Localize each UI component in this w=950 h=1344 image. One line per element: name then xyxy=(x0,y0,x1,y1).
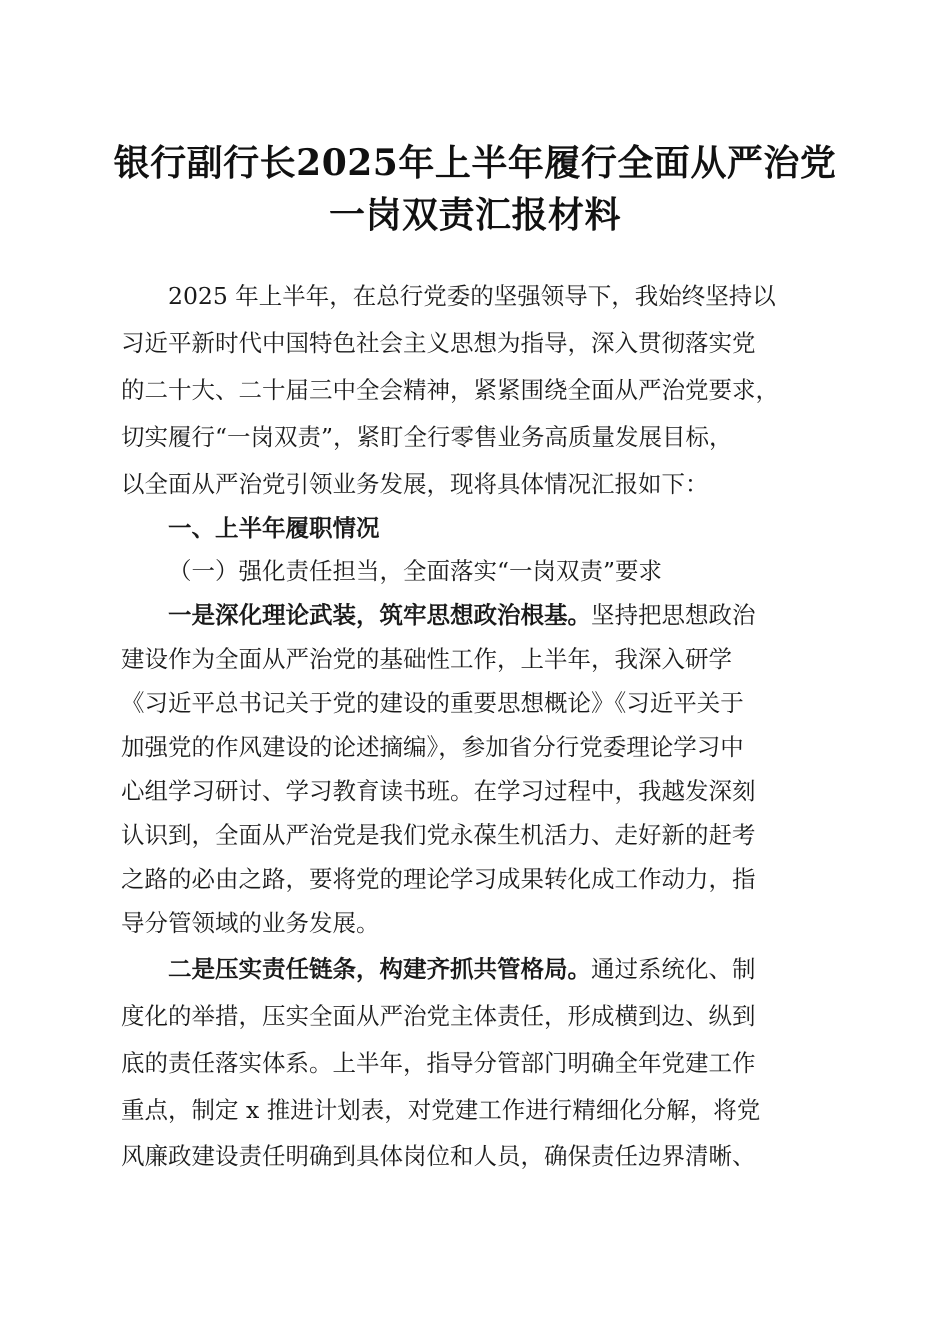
point-2-lead: 二是压实责任链条，构建齐抓共管格局。 xyxy=(168,955,591,983)
point-1-line: 建设作为全面从严治党的基础性工作，上半年，我深入研学 xyxy=(121,645,732,673)
point-1-first-rest: 坚持把思想政治 xyxy=(591,601,756,629)
point-1-line: 《习近平总书记关于党的建设的重要思想概论》《习近平关于 xyxy=(121,689,744,717)
point-1-line: 心组学习研讨、学习教育读书班。在学习过程中，我越发深刻 xyxy=(121,777,756,805)
document-title-line-2: 一岗双责汇报材料 xyxy=(328,194,621,236)
intro-line: 切实履行“一岗双责”，紧盯全行零售业务高质量发展目标， xyxy=(121,423,733,451)
intro-line: 习近平新时代中国特色社会主义思想为指导，深入贯彻落实党 xyxy=(121,329,756,357)
point-1-lead: 一是深化理论武装，筑牢思想政治根基。 xyxy=(168,601,591,629)
intro-line: 以全面从严治党引领业务发展，现将具体情况汇报如下： xyxy=(121,470,709,498)
point-2-line: 风廉政建设责任明确到具体岗位和人员，确保责任边界清晰、 xyxy=(121,1142,756,1170)
point-2-first-rest: 通过系统化、制 xyxy=(591,955,756,983)
point-1-line: 加强党的作风建设的论述摘编》，参加省分行党委理论学习中 xyxy=(121,733,744,761)
point-1-first-line xyxy=(0,599,756,631)
section-heading: 一、上半年履职情况 xyxy=(168,514,380,542)
intro-line: 的二十大、二十届三中全会精神，紧紧围绕全面从严治党要求， xyxy=(121,376,779,404)
point-1-line: 导分管领域的业务发展。 xyxy=(121,909,380,937)
point-2-first-line xyxy=(0,953,756,985)
point-2-line: 重点，制定 x 推进计划表，对党建工作进行精细化分解，将党 xyxy=(121,1096,761,1124)
point-1-line: 认识到，全面从严治党是我们党永葆生机活力、走好新的赶考 xyxy=(121,821,756,849)
point-2-line: 底的责任落实体系。上半年，指导分管部门明确全年党建工作 xyxy=(121,1049,756,1077)
point-1-line: 之路的必由之路，要将党的理论学习成果转化成工作动力，指 xyxy=(121,865,756,893)
point-2-line: 度化的举措，压实全面从严治党主体责任，形成横到边、纵到 xyxy=(121,1002,756,1030)
subsection-heading: （一）强化责任担当，全面落实“一岗双责”要求 xyxy=(168,557,663,585)
document-title-line-1: 银行副行长2025年上半年履行全面从严治党 xyxy=(113,142,837,184)
intro-line: 2025 年上半年，在总行党委的坚强领导下，我始终坚持以 xyxy=(168,282,776,310)
